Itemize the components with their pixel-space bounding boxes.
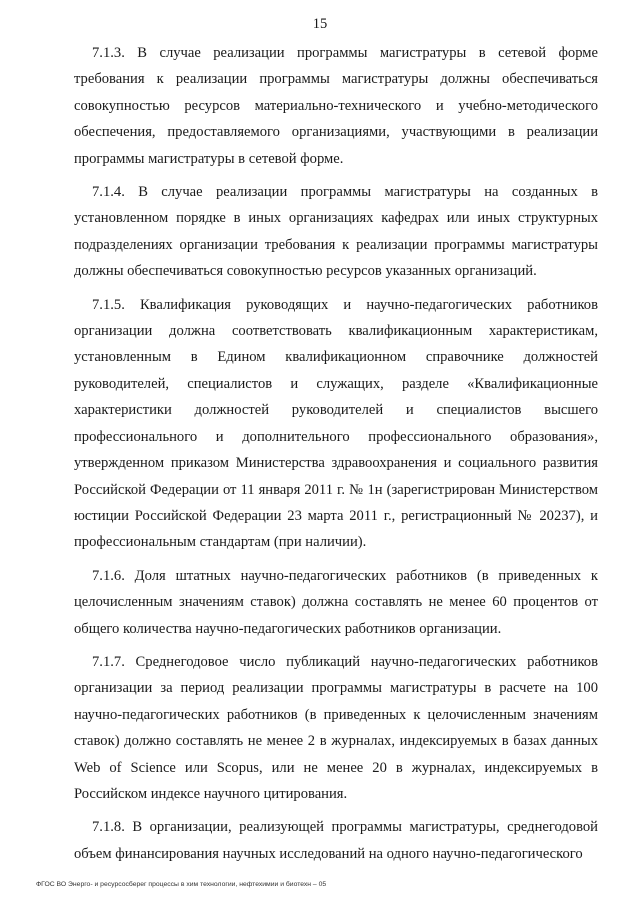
page-footer: ФГОС ВО Энерго- и ресурсосберег процессы в хим технологии, нефтехимии и биотехн – 05 <box>36 881 327 888</box>
paragraph-7-1-8: 7.1.8. В организации, реализующей программы магистратуры, среднегодовой объем финансирования научных исследований на одного научно-педагогического <box>74 819 598 862</box>
page-number: 15 <box>312 16 328 32</box>
paragraph-7-1-7: 7.1.7. Среднегодовое число публикаций научно-педагогических работников организации за период реализации программы магистратуры в расчете на 100 научно-педагогических работников (в приведенных к целочисленным значениям ставок) должно составлять не менее 2 в журналах, индексируемых в базах данных Web of Science или Scopus, или не менее 20 в журналах, индексируемых в Российском индексе научного цитирования. <box>74 653 598 802</box>
paragraph-7-1-3: 7.1.3. В случае реализации программы магистратуры в сетевой форме требования к реализации программы магистратуры должны обеспечиваться совокупностью ресурсов материально-технического и учебно-методического обеспечения, предоставляемого организациями, участвующими в реализации программы магистратуры в сетевой форме. <box>74 45 598 167</box>
paragraph-7-1-4: 7.1.4. В случае реализации программы магистратуры на созданных в установленном порядке в иных организациях кафедрах или иных структурных подразделениях организации требования к реализации программы магистратуры должны обеспечиваться совокупностью ресурсов указанных организаций. <box>74 184 598 280</box>
paragraph-7-1-5: 7.1.5. Квалификация руководящих и научно-педагогических работников организации должна соответствовать квалификационным характеристикам, установленным в Едином квалификационном справочнике должностей руководителей, специалистов и служащих, разделе «Квалификационные характеристики должностей руководителей и специалистов высшего профессионального и дополнительного профессионального образования», утвержденном приказом Министерства здравоохранения и социального развития Российской Федерации от 11 января 2011 г. № 1н (зарегистрирован Министерством юстиции Российской Федерации 23 марта 2011 г., регистрационный № 20237), и профессиональным стандартам (при наличии). <box>74 296 598 551</box>
paragraph-7-1-6: 7.1.6. Доля штатных научно-педагогических работников (в приведенных к целочисленным значениям ставок) должна составлять не менее 60 процентов от общего количества научно-педагогических работников организации. <box>74 567 598 637</box>
document-body <box>74 40 598 874</box>
